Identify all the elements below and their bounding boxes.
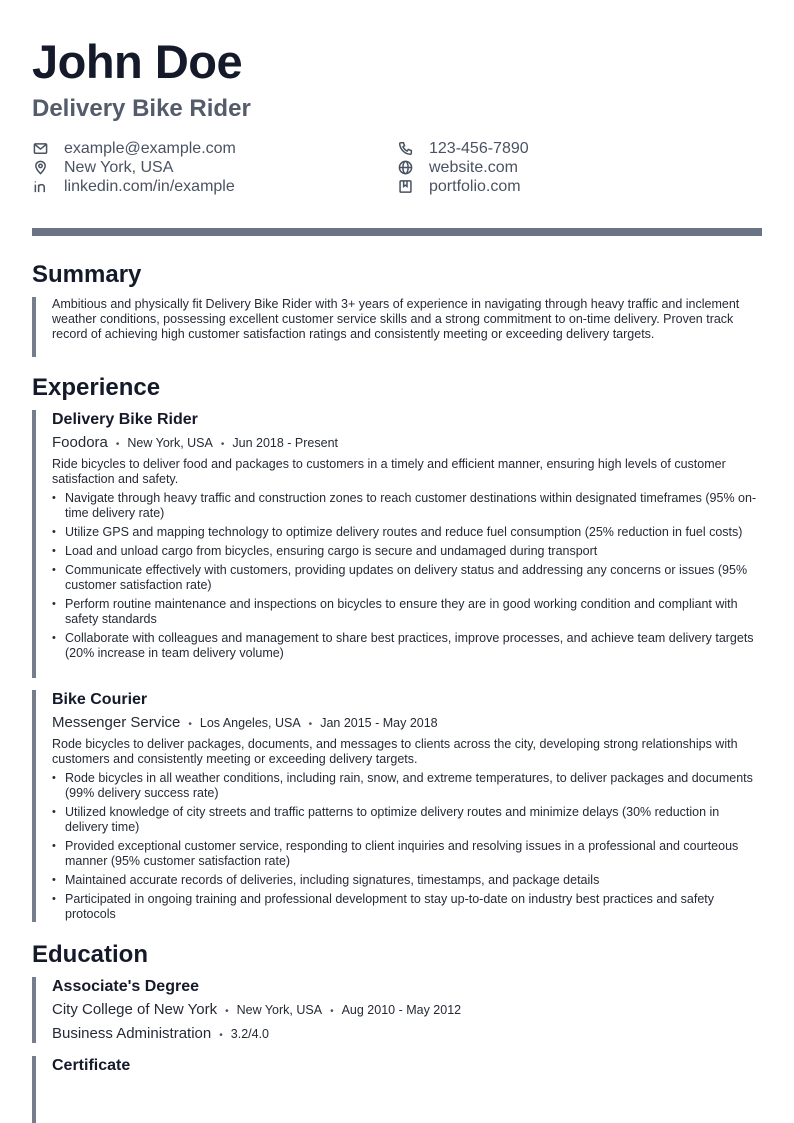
- summary-block: [32, 297, 762, 357]
- separator-dot: •: [220, 439, 225, 450]
- list-item: • Perform routine maintenance and inspections on bicycles to ensure they are in good working condition and compliant with safety standards: [52, 597, 762, 627]
- list-item: • Collaborate with colleagues and management to share best practices, improve processes, and achieve team delivery targets (20% increase in team delivery volume): [52, 631, 762, 661]
- contact-website-text: website.com: [429, 158, 518, 176]
- contact-location: [32, 158, 173, 177]
- job-description: Rode bicycles to deliver packages, documents, and messages to clients across the city, developing strong relationships with customers and consistently meeting or exceeding delivery targets.: [52, 737, 738, 766]
- list-item: • Navigate through heavy traffic and construction zones to reach customer destinations within designated timeframes (95% on-time delivery rate): [52, 491, 762, 521]
- education-meta: [52, 1000, 762, 1022]
- phone-icon: [397, 141, 413, 157]
- header-divider: [32, 228, 762, 236]
- envelope-icon: [32, 141, 48, 157]
- separator-dot: •: [225, 1006, 229, 1017]
- school-name: City College of New York: [52, 1001, 218, 1018]
- job-dates: Jan 2015 - May 2018: [320, 716, 438, 730]
- contact-list: [32, 139, 762, 199]
- candidate-title: Delivery Bike Rider: [32, 95, 251, 122]
- education-field-row: [52, 1024, 762, 1046]
- separator-dot: •: [115, 439, 120, 450]
- separator-dot: •: [308, 719, 313, 730]
- list-item: • Utilize GPS and mapping technology to optimize delivery routes and reduce fuel consumption (25% reduction in fuel costs): [52, 525, 762, 540]
- contact-phone-text: 123-456-7890: [429, 139, 529, 157]
- education-dates: Aug 2010 - May 2012: [341, 1003, 462, 1017]
- education-entry: [32, 977, 762, 1043]
- linkedin-icon: [32, 179, 48, 195]
- job-bullets: [52, 491, 762, 661]
- list-item: • Rode bicycles in all weather conditions, including rain, snow, and extreme temperatures, to deliver packages and documents (99% delivery success rate): [52, 771, 762, 801]
- experience-entry: [32, 690, 762, 922]
- contact-portfolio[interactable]: [397, 177, 521, 196]
- certificate-entry: [32, 1056, 762, 1123]
- degree-title: Associate's Degree: [52, 978, 199, 995]
- education-heading: Education: [32, 941, 149, 968]
- job-bullets: [52, 771, 762, 922]
- list-item: • Load and unload cargo from bicycles, ensuring cargo is secure and undamaged during transport: [52, 544, 762, 559]
- experience-heading: Experience: [32, 374, 161, 401]
- job-company: Messenger Service: [52, 714, 181, 731]
- experience-entry: [32, 410, 762, 678]
- job-title: Bike Courier: [52, 691, 148, 708]
- job-location: New York, USA: [127, 436, 213, 450]
- contact-location-text: New York, USA: [64, 158, 174, 176]
- list-item: • Communicate effectively with customers, providing updates on delivery status and addressing any concerns or issues (95% customer satisfaction rate): [52, 563, 762, 593]
- job-title: Delivery Bike Rider: [52, 411, 198, 428]
- job-company: Foodora: [52, 434, 108, 451]
- contact-email-text: example@example.com: [64, 139, 236, 157]
- job-meta: [52, 713, 762, 735]
- bookmark-icon: [397, 179, 413, 195]
- contact-linkedin[interactable]: [32, 177, 235, 196]
- contact-linkedin-text: linkedin.com/in/example: [64, 177, 235, 195]
- candidate-name: John Doe: [32, 35, 243, 88]
- separator-dot: •: [188, 719, 192, 730]
- certificate-title: Certificate: [52, 1057, 131, 1074]
- separator-dot: •: [330, 1006, 334, 1017]
- field-of-study: Business Administration: [52, 1025, 212, 1042]
- contact-website[interactable]: [397, 158, 518, 177]
- contact-email[interactable]: [32, 139, 236, 158]
- job-meta: [52, 433, 762, 455]
- summary-text: Ambitious and physically fit Delivery Bike Rider with 3+ years of experience in navigating through heavy traffic and inclement weather conditions, possessing excellent customer service skills and a strong commitment to on-time delivery. Proven track record of achieving high customer satisfaction ratings and consistently meeting or exceeding delivery targets.: [52, 297, 740, 341]
- map-pin-icon: [32, 160, 48, 176]
- globe-icon: [397, 160, 413, 176]
- separator-dot: •: [219, 1030, 223, 1041]
- job-description: Ride bicycles to deliver food and packages to customers in a timely and efficient manner, ensuring high levels of customer satisfaction and safety.: [52, 457, 726, 486]
- gpa-value: 3.2/4.0: [230, 1027, 269, 1041]
- job-dates: Jun 2018 - Present: [232, 436, 338, 450]
- contact-portfolio-text: portfolio.com: [429, 177, 521, 195]
- job-location: Los Angeles, USA: [199, 716, 301, 730]
- contact-phone[interactable]: [397, 139, 529, 158]
- list-item: • Provided exceptional customer service, responding to client inquiries and resolving issues in a professional and courteous manner (95% customer satisfaction rate): [52, 839, 762, 869]
- list-item: • Maintained accurate records of deliveries, including signatures, timestamps, and package details: [52, 873, 762, 888]
- list-item: • Participated in ongoing training and professional development to stay up-to-date on industry best practices and safety protocols: [52, 892, 762, 922]
- list-item: • Utilized knowledge of city streets and traffic patterns to optimize delivery routes and minimize delays (30% reduction in delivery time): [52, 805, 762, 835]
- summary-heading: Summary: [32, 261, 142, 288]
- school-location: New York, USA: [236, 1003, 323, 1017]
